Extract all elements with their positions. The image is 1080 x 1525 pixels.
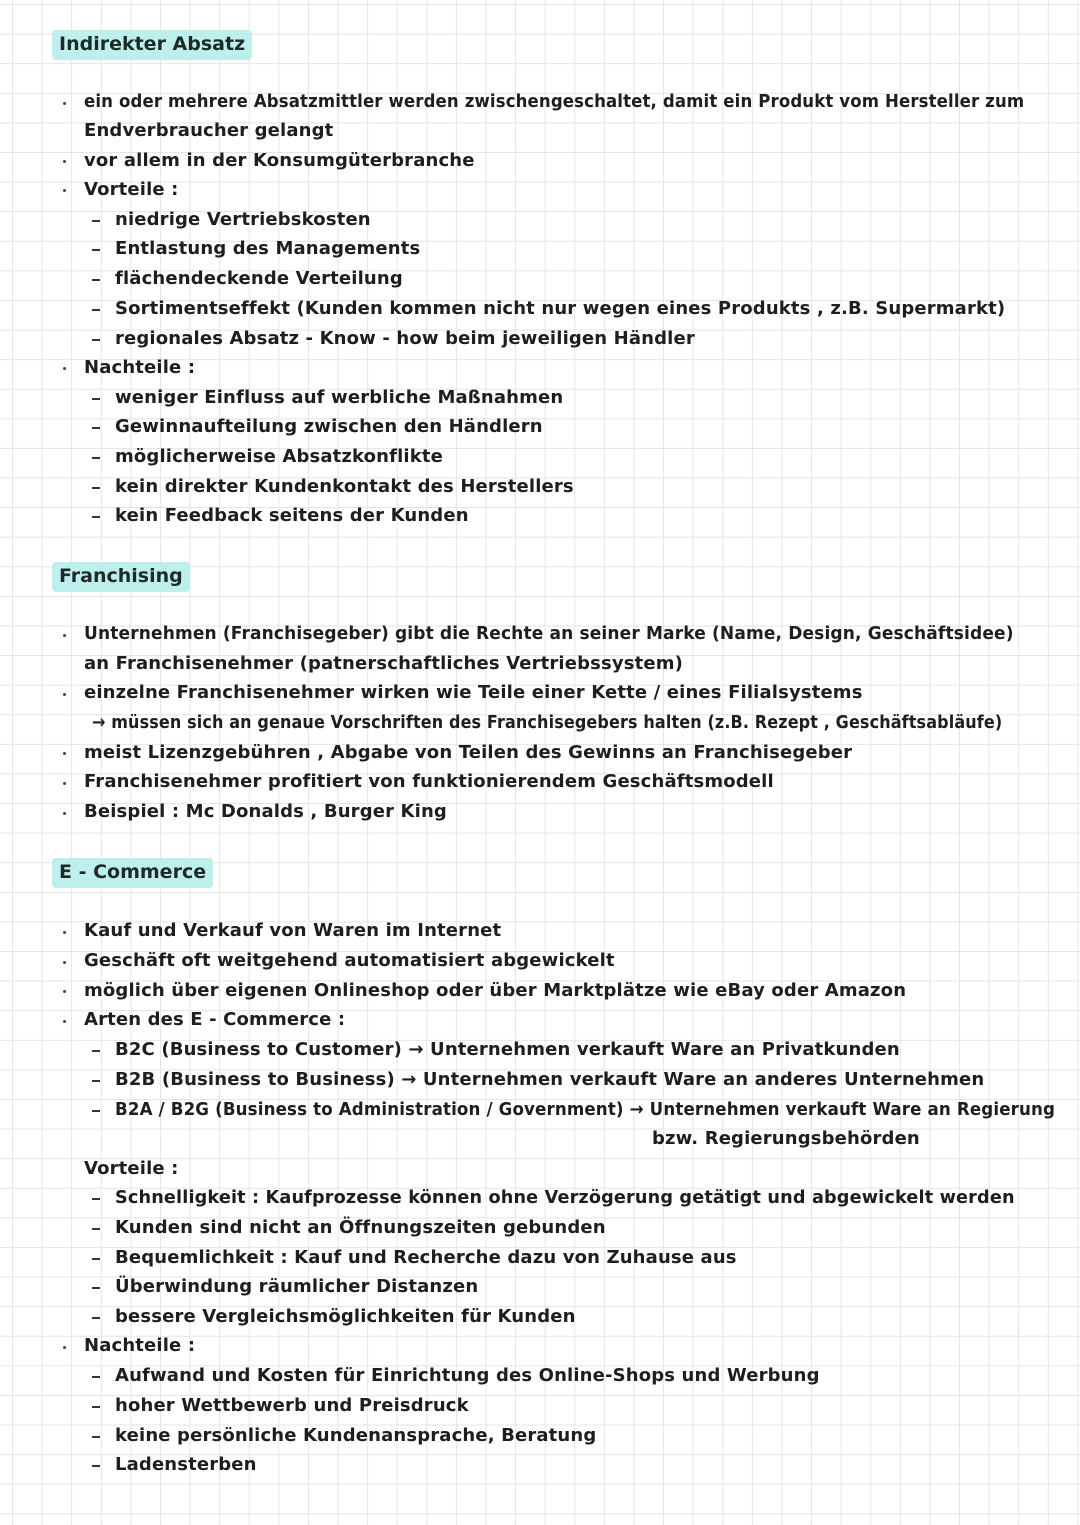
dash-marker — [92, 1376, 100, 1378]
heading-indirekter-absatz: Indirekter Absatz — [52, 30, 252, 60]
bullet-point — [63, 160, 66, 163]
list-item: weniger Einfluss auf werbliche Maßnahmen — [115, 387, 564, 408]
dash-marker — [92, 339, 100, 341]
list-item: bessere Vergleichsmöglichkeiten für Kunden — [115, 1306, 576, 1327]
dash-marker — [92, 220, 100, 222]
nachteile-label: Nachteile : — [84, 1335, 196, 1356]
text-line: Kauf und Verkauf von Waren im Internet — [84, 920, 502, 941]
list-item: B2A / B2G (Business to Administration / Government) → Unternehmen verkauft Ware an Regierung — [115, 1099, 1056, 1120]
bullet-point — [63, 931, 66, 934]
text-line: Beispiel : Mc Donalds , Burger King — [84, 801, 447, 822]
bullet-point — [63, 189, 66, 192]
text-line: einzelne Franchisenehmer wirken wie Teile einer Kette / eines Filialsystems — [84, 682, 863, 703]
dash-marker — [92, 1198, 100, 1200]
text-line: Unternehmen (Franchisegeber) gibt die Rechte an seiner Marke (Name, Design, Geschäftsidee) — [84, 623, 1014, 644]
dash-marker — [92, 1228, 100, 1230]
list-item: regionales Absatz - Know - how beim jeweiligen Händler — [115, 328, 695, 349]
dash-marker — [92, 249, 100, 251]
dash-marker — [92, 457, 100, 459]
list-item: Überwindung räumlicher Distanzen — [115, 1276, 479, 1297]
list-item: keine persönliche Kundenansprache, Beratung — [115, 1425, 597, 1446]
bullet-point — [63, 990, 66, 993]
dash-marker — [92, 516, 100, 518]
list-item: Kunden sind nicht an Öffnungszeiten gebunden — [115, 1217, 606, 1238]
dash-marker — [92, 1317, 100, 1319]
list-item: niedrige Vertriebskosten — [115, 209, 371, 230]
text-line: möglich über eigenen Onlineshop oder über Marktplätze wie eBay oder Amazon — [84, 980, 907, 1001]
list-item: Entlastung des Managements — [115, 238, 421, 259]
list-item: Schnelligkeit : Kaufprozesse können ohne Verzögerung getätigt und abgewickelt werden — [115, 1187, 1015, 1208]
list-item: kein Feedback seitens der Kunden — [115, 505, 469, 526]
dash-marker — [92, 309, 100, 311]
vorteile-label: Vorteile : — [84, 1158, 179, 1179]
dash-marker — [92, 487, 100, 489]
list-item: möglicherweise Absatzkonflikte — [115, 446, 443, 467]
list-item: Sortimentseffekt (Kunden kommen nicht nur wegen eines Produkts , z.B. Supermarkt) — [115, 298, 1006, 319]
dash-marker — [92, 1465, 100, 1467]
bullet-point — [63, 1020, 66, 1023]
list-item: B2B (Business to Business) → Unternehmen verkauft Ware an anderes Unternehmen — [115, 1069, 985, 1090]
vorteile-label: Vorteile : — [84, 179, 179, 200]
nachteile-label: Nachteile : — [84, 357, 196, 378]
heading-franchising: Franchising — [52, 562, 190, 592]
text-line: meist Lizenzgebühren , Abgabe von Teilen des Gewinns an Franchisegeber — [84, 742, 853, 763]
list-item: hoher Wettbewerb und Preisdruck — [115, 1395, 469, 1416]
bullet-point — [63, 102, 66, 105]
list-item: Bequemlichkeit : Kauf und Recherche dazu von Zuhause aus — [115, 1247, 737, 1268]
bullet-point — [63, 367, 66, 370]
text-line: an Franchisenehmer (patnerschaftliches Vertriebssystem) — [84, 653, 683, 674]
text-line: ein oder mehrere Absatzmittler werden zwischengeschaltet, damit ein Produkt vom Hersteller zum — [84, 91, 1025, 112]
text-line: Endverbraucher gelangt — [84, 120, 334, 141]
dash-marker — [92, 1406, 100, 1408]
list-item: Aufwand und Kosten für Einrichtung des Online-Shops und Werbung — [115, 1365, 820, 1386]
text-line: vor allem in der Konsumgüterbranche — [84, 150, 475, 171]
dash-marker — [92, 398, 100, 400]
bullet-point — [63, 752, 66, 755]
bullet-point — [63, 961, 66, 964]
bullet-point — [63, 1346, 66, 1349]
text-line: → müssen sich an genaue Vorschriften des Franchisegebers halten (z.B. Rezept , Geschäftsabläufe) — [92, 712, 1003, 733]
list-item: Gewinnaufteilung zwischen den Händlern — [115, 416, 543, 437]
list-item-continuation: bzw. Regierungsbehörden — [652, 1128, 920, 1149]
text-line: Franchisenehmer profitiert von funktionierendem Geschäftsmodell — [84, 771, 774, 792]
bullet-point — [63, 693, 66, 696]
dash-marker — [92, 1258, 100, 1260]
text-line: Arten des E - Commerce : — [84, 1009, 346, 1030]
bullet-point — [63, 782, 66, 785]
list-item: B2C (Business to Customer) → Unternehmen verkauft Ware an Privatkunden — [115, 1039, 900, 1060]
dash-marker — [92, 1050, 100, 1052]
dash-marker — [92, 1287, 100, 1289]
dash-marker — [92, 427, 100, 429]
text-line: Geschäft oft weitgehend automatisiert abgewickelt — [84, 950, 615, 971]
dash-marker — [92, 1110, 100, 1112]
list-item: Ladensterben — [115, 1454, 257, 1475]
list-item: kein direkter Kundenkontakt des Herstellers — [115, 476, 574, 497]
dash-marker — [92, 1436, 100, 1438]
list-item: flächendeckende Verteilung — [115, 268, 403, 289]
dash-marker — [92, 279, 100, 281]
dash-marker — [92, 1080, 100, 1082]
heading-e-commerce: E - Commerce — [52, 858, 213, 888]
bullet-point — [63, 634, 66, 637]
bullet-point — [63, 812, 66, 815]
